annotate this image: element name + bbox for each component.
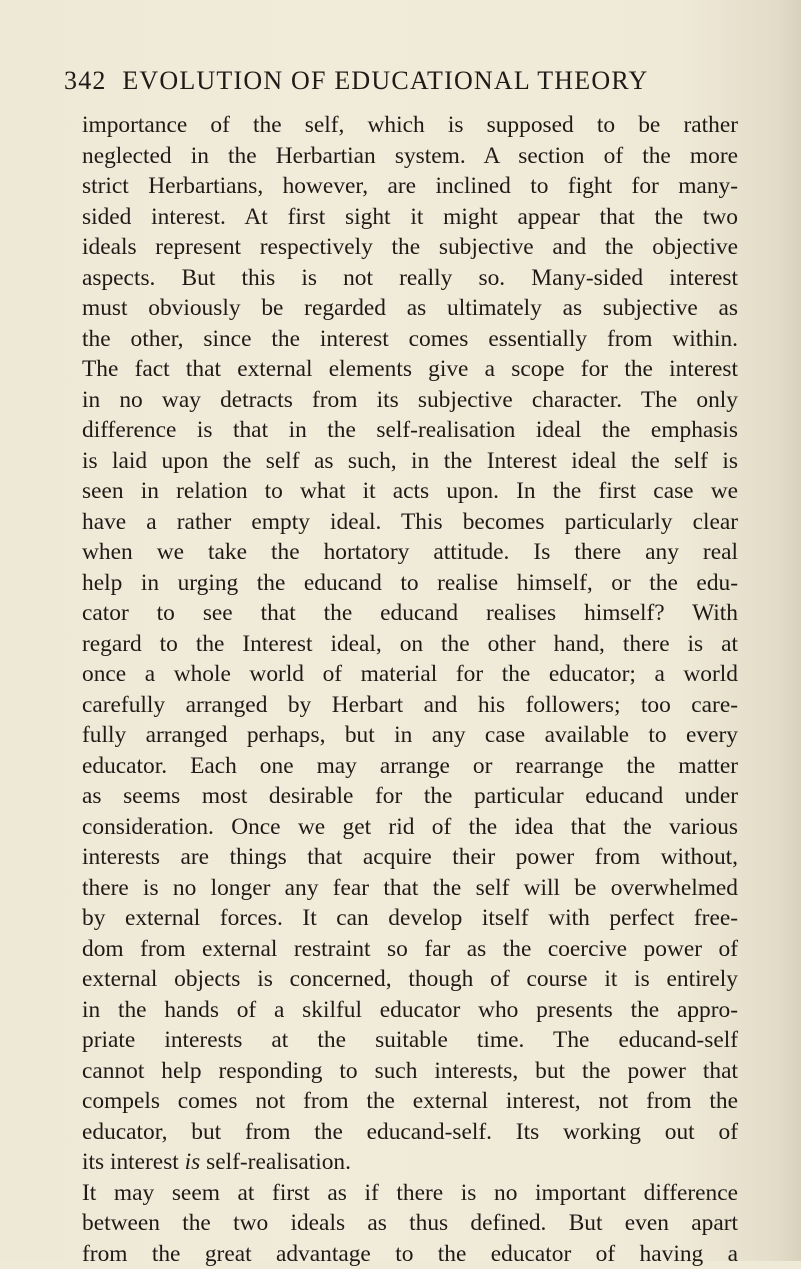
body-text — [82, 110, 738, 1269]
text-line: as seems most desirable for the particular educand under — [82, 781, 738, 812]
text-line: cannot help responding to such interests, but the power that — [82, 1056, 738, 1087]
text-line: in no way detracts from its subjective character. The only — [82, 385, 738, 416]
text-line: the other, since the interest comes essentially from within. — [82, 324, 738, 355]
text-line: interests are things that acquire their power from without, — [82, 842, 738, 873]
text-line: seen in relation to what it acts upon. In the first case we — [82, 476, 738, 507]
running-title: EVOLUTION OF EDUCATIONAL THEORY — [122, 66, 648, 95]
text-line: ideals represent respectively the subjective and the objective — [82, 232, 738, 263]
running-head — [64, 66, 754, 96]
text-line: regard to the Interest ideal, on the other hand, there is at — [82, 629, 738, 660]
text-line: have a rather empty ideal. This becomes particularly clear — [82, 507, 738, 538]
text-line: consideration. Once we get rid of the idea that the various — [82, 812, 738, 843]
text-line: fully arranged perhaps, but in any case available to every — [82, 720, 738, 751]
italic-emphasis: is — [185, 1149, 201, 1175]
text-line: cator to see that the educand realises himself? With — [82, 598, 738, 629]
text-line: importance of the self, which is supposed to be rather — [82, 110, 738, 141]
text-line-paragraph-start: It may seem at first as if there is no important difference — [82, 1178, 738, 1209]
text-line: dom from external restraint so far as the coercive power of — [82, 934, 738, 965]
text-line: compels comes not from the external interest, not from the — [82, 1086, 738, 1117]
page-number: 342 — [64, 66, 107, 95]
text-line: once a whole world of material for the educator; a world — [82, 659, 738, 690]
text-line: strict Herbartians, however, are inclined to fight for many- — [82, 171, 738, 202]
text-line: external objects is concerned, though of course it is entirely — [82, 964, 738, 995]
text-line: must obviously be regarded as ultimately as subjective as — [82, 293, 738, 324]
text-line: when we take the hortatory attitude. Is there any real — [82, 537, 738, 568]
text-line: aspects. But this is not really so. Many-sided interest — [82, 263, 738, 294]
text-line: The fact that external elements give a scope for the interest — [82, 354, 738, 385]
text-line: there is no longer any fear that the self will be overwhelmed — [82, 873, 738, 904]
text-line: neglected in the Herbartian system. A section of the more — [82, 141, 738, 172]
text-line-paragraph-end — [82, 1147, 738, 1178]
text-line: is laid upon the self as such, in the Interest ideal the self is — [82, 446, 738, 477]
text-line: from the great advantage to the educator of having a — [82, 1239, 738, 1269]
text-line: difference is that in the self-realisation ideal the emphasis — [82, 415, 738, 446]
text-line: help in urging the educand to realise himself, or the edu- — [82, 568, 738, 599]
text-line: priate interests at the suitable time. The educand-self — [82, 1025, 738, 1056]
text-line: educator, but from the educand-self. Its working out of — [82, 1117, 738, 1148]
text-line: in the hands of a skilful educator who presents the appro- — [82, 995, 738, 1026]
text-line: carefully arranged by Herbart and his followers; too care- — [82, 690, 738, 721]
text-run: self-realisation. — [206, 1149, 351, 1175]
text-line: educator. Each one may arrange or rearrange the matter — [82, 751, 738, 782]
text-line: between the two ideals as thus defined. But even apart — [82, 1208, 738, 1239]
text-run: its interest — [82, 1149, 179, 1175]
text-line: sided interest. At first sight it might appear that the two — [82, 202, 738, 233]
text-line: by external forces. It can develop itself with perfect free- — [82, 903, 738, 934]
